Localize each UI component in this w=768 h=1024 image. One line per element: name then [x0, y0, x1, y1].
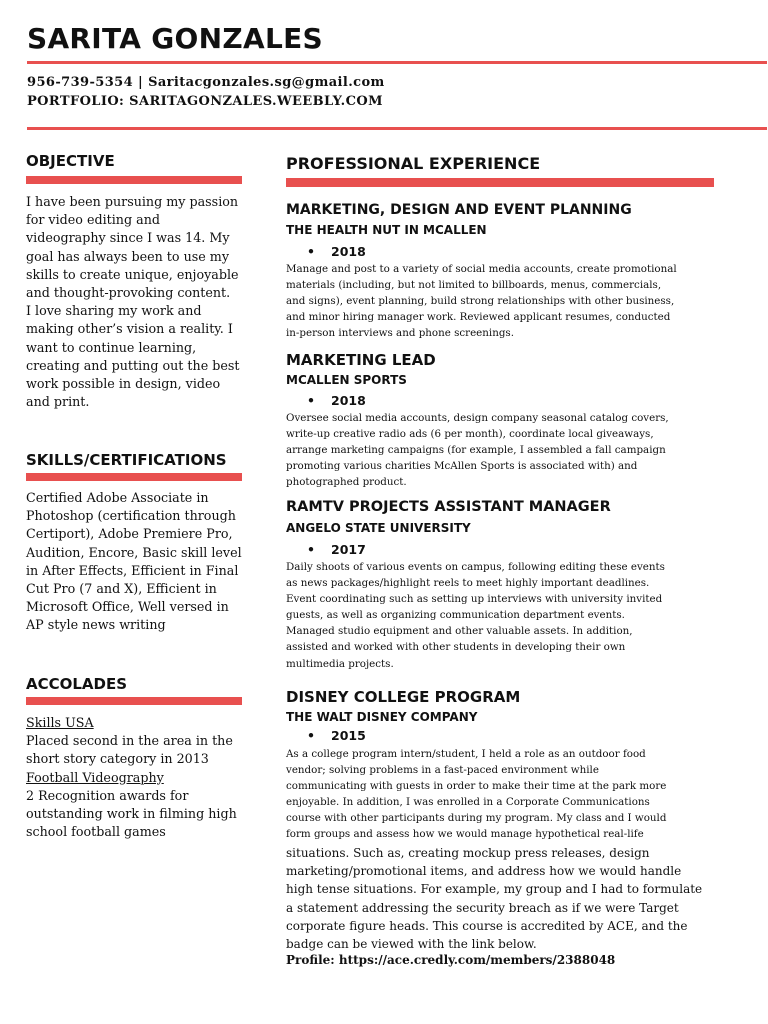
desc-line: in-person interviews and phone screenings.	[286, 327, 514, 340]
desc-line: marketing/promotional items, and address how we would handle	[286, 864, 682, 879]
desc-line: vendor; solving problems in a fast-paced environment while	[286, 764, 599, 777]
objective-text	[26, 193, 244, 411]
year-text: 2018	[331, 393, 366, 408]
bullet-icon: •	[307, 728, 315, 743]
experience-heading: PROFESSIONAL EXPERIENCE	[286, 154, 541, 173]
year-text: 2017	[331, 542, 366, 557]
year-text: 2015	[331, 728, 366, 743]
skills-heading: SKILLS/CERTIFICATIONS	[26, 451, 227, 469]
desc-line: Daily shoots of various events on campus, following editing these events	[286, 561, 665, 573]
accolade-title: Skills USA	[26, 715, 94, 730]
job-year	[307, 393, 366, 408]
skills-line: AP style news writing	[26, 617, 166, 633]
objective-line: goal has always been to use my	[26, 248, 229, 264]
skills-line: Microsoft Office, Well versed in	[26, 599, 229, 615]
experience-bar	[286, 178, 714, 187]
job-description-continued	[286, 844, 726, 953]
desc-line: a statement addressing the security breach as if we were Target	[286, 900, 679, 915]
portfolio-link[interactable]: PORTFOLIO: SARITAGONZALES.WEEBLY.COM	[27, 94, 383, 109]
objective-line: creating and putting out the best	[26, 357, 240, 373]
accolade-title: Football Videography	[26, 769, 164, 785]
objective-line: I love sharing my work and	[26, 303, 202, 319]
job-description	[286, 261, 718, 341]
job-org: THE WALT DISNEY COMPANY	[286, 710, 478, 724]
desc-line: and minor hiring manager work. Reviewed applicant resumes, conducted	[286, 311, 671, 324]
accolades-heading: ACCOLADES	[26, 675, 128, 693]
desc-line: Event coordinating such as setting up interviews with university invited	[286, 593, 663, 606]
desc-line: As a college program intern/student, I held a role as an outdoor food	[286, 748, 646, 760]
header-divider-bottom	[27, 127, 767, 130]
job-org: MCALLEN SPORTS	[286, 373, 407, 387]
skills-line: Photoshop (certification through	[26, 508, 236, 524]
job-description	[286, 746, 718, 843]
desc-line: Managed studio equipment and other valuable assets. In addition,	[286, 625, 633, 638]
objective-line: videography since I was 14. My	[26, 230, 230, 246]
job-role: MARKETING, DESIGN AND EVENT PLANNING	[286, 202, 632, 218]
credly-profile-link[interactable]: Profile: https://ace.credly.com/members/2388048	[286, 953, 616, 967]
skills-line: Certified Adobe Associate in	[26, 490, 209, 505]
desc-line: form groups and assess how we would manage hypothetical real-life	[286, 828, 644, 841]
accolade-line: school football games	[26, 824, 166, 840]
desc-line: and signs), event planning, build strong relationships with other business,	[286, 295, 675, 308]
job-role: MARKETING LEAD	[286, 351, 436, 369]
contact-separator: |	[137, 75, 144, 90]
skills-line: Cut Pro (7 and X), Efficient in	[26, 581, 217, 597]
bullet-icon: •	[307, 542, 315, 557]
objective-line: for video editing and	[26, 212, 160, 228]
resume-name: SARITA GONZALES	[27, 22, 323, 55]
desc-line: as news packages/highlight reels to meet highly important deadlines.	[286, 577, 650, 590]
job-role: DISNEY COLLEGE PROGRAM	[286, 688, 521, 706]
objective-line: skills to create unique, enjoyable	[26, 266, 239, 282]
objective-line: want to continue learning,	[26, 339, 197, 355]
desc-line: badge can be viewed with the link below.	[286, 937, 537, 952]
desc-line: materials (including, but not limited to billboards, menus, commercials,	[286, 279, 662, 292]
skills-text	[26, 489, 244, 635]
phone-number: 956-739-5354	[27, 75, 134, 90]
year-text: 2018	[331, 244, 366, 259]
desc-line: high tense situations. For example, my group and I had to formulate	[286, 882, 703, 897]
desc-line: communicating with guests in order to make their time at the park more	[286, 780, 667, 793]
desc-line: arrange marketing campaigns (for example, I assembled a fall campaign	[286, 444, 666, 457]
bullet-icon: •	[307, 393, 315, 408]
skills-line: in After Effects, Efficient in Final	[26, 562, 239, 578]
desc-line: assisted and worked with other students in developing their own	[286, 641, 626, 654]
contact-line	[27, 75, 385, 90]
accolades-text	[26, 714, 244, 841]
job-description	[286, 559, 718, 672]
accolade-line: Placed second in the area in the	[26, 733, 233, 749]
skills-line: Certiport), Adobe Premiere Pro,	[26, 526, 233, 542]
accolades-bar	[26, 697, 242, 705]
desc-line: situations. Such as, creating mockup press releases, design	[286, 846, 650, 860]
objective-line: and print.	[26, 394, 90, 410]
desc-line: promoting various charities McAllen Sports is associated with) and	[286, 460, 638, 473]
objective-line: I have been pursuing my passion	[26, 194, 239, 209]
objective-line: work possible in design, video	[26, 376, 221, 392]
desc-line: Manage and post to a variety of social media accounts, create promotional	[286, 263, 677, 275]
job-year	[307, 728, 366, 743]
desc-line: Oversee social media accounts, design company seasonal catalog covers,	[286, 412, 669, 424]
email-link[interactable]: Saritacgonzales.sg@gmail.com	[148, 75, 385, 90]
job-org: THE HEALTH NUT IN MCALLEN	[286, 223, 487, 237]
desc-line: multimedia projects.	[286, 657, 394, 670]
header-divider-top	[27, 61, 767, 64]
accolade-line: outstanding work in filming high	[26, 806, 237, 822]
objective-line: making other’s vision a reality. I	[26, 321, 233, 337]
objective-line: and thought-provoking content.	[26, 285, 231, 301]
bullet-icon: •	[307, 244, 315, 259]
job-role: RAMTV PROJECTS ASSISTANT MANAGER	[286, 499, 611, 515]
desc-line: corporate figure heads. This course is accredited by ACE, and the	[286, 918, 688, 933]
skills-bar	[26, 473, 242, 481]
desc-line: guests, as well as organizing communication department events.	[286, 609, 625, 622]
job-description	[286, 410, 718, 490]
desc-line: photographed product.	[286, 476, 407, 489]
accolade-line: 2 Recognition awards for	[26, 787, 189, 803]
desc-line: course with other participants during my program. My class and I would	[286, 812, 667, 825]
objective-bar	[26, 176, 242, 184]
job-org: ANGELO STATE UNIVERSITY	[286, 521, 471, 535]
objective-heading: OBJECTIVE	[26, 152, 115, 170]
desc-line: write-up creative radio ads (6 per month), coordinate local giveaways,	[286, 428, 654, 441]
job-year	[307, 542, 366, 557]
skills-line: Audition, Encore, Basic skill level	[26, 544, 242, 560]
job-year	[307, 244, 366, 259]
accolade-line: short story category in 2013	[26, 751, 209, 767]
desc-line: enjoyable. In addition, I was enrolled in a Corporate Communications	[286, 796, 650, 809]
